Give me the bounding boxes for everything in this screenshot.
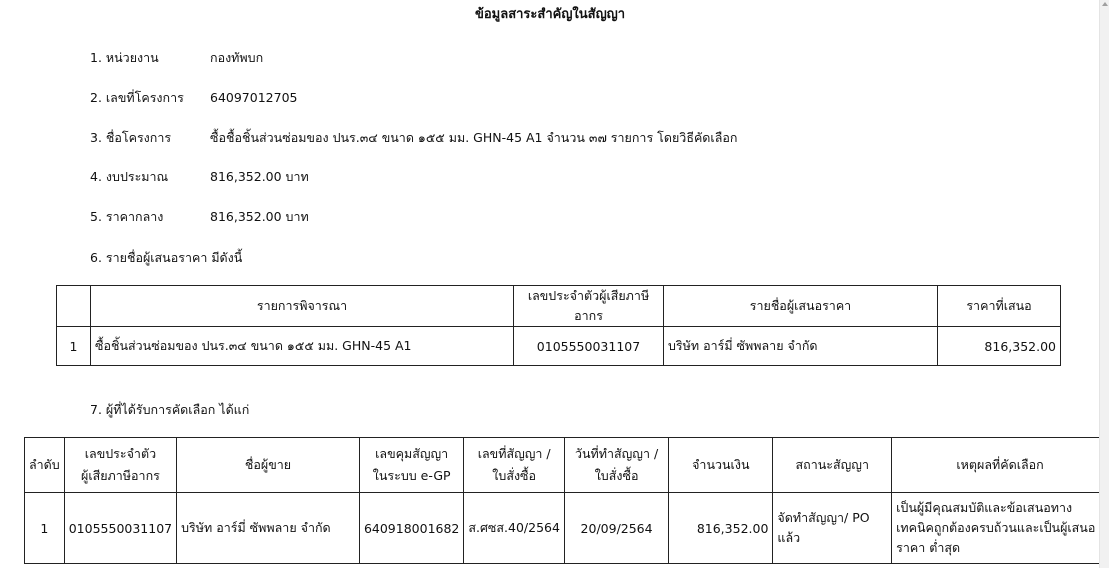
winners-table	[24, 437, 1109, 564]
winners-heading: 7. ผู้ที่ได้รับการคัดเลือก ได้แก่	[90, 402, 250, 417]
bidders-heading: 6. รายชื่อผู้เสนอราคา มีดังนี้	[90, 250, 243, 265]
cell-contract-date: 20/09/2564	[564, 493, 668, 564]
cell-no: 1	[25, 493, 65, 564]
cell-no: 1	[57, 327, 91, 366]
cell-egp: 640918001682	[359, 493, 463, 564]
field-label: 2. เลขที่โครงการ	[90, 90, 184, 105]
header-reason: เหตุผลที่คัดเลือก	[892, 438, 1109, 493]
scroll-up-icon[interactable]	[1102, 2, 1108, 6]
cell-contract-no: ส.ศซส.40/2564	[464, 493, 565, 564]
header-tax-id-line1: เลขประจำตัว	[84, 446, 157, 461]
bidders-table	[56, 285, 1061, 366]
header-price: ราคาที่เสนอ	[938, 286, 1061, 327]
header-status: สถานะสัญญา	[773, 438, 892, 493]
field-value: 816,352.00 บาท	[210, 209, 309, 224]
header-contract-date	[564, 438, 668, 493]
cell-status: จัดทำสัญญา/ PO แล้ว	[773, 493, 892, 564]
table-row	[57, 327, 1061, 366]
header-no	[57, 286, 91, 327]
header-tax-id: เลขประจำตัวผู้เสียภาษีอากร	[514, 286, 664, 327]
header-contract-no-line1: เลขที่สัญญา /	[477, 446, 551, 461]
table-row	[25, 493, 1109, 564]
cell-price: 816,352.00	[938, 327, 1061, 366]
header-item: รายการพิจารณา	[91, 286, 514, 327]
cell-bidder: บริษัท อาร์มี่ ซัพพลาย จำกัด	[664, 327, 938, 366]
cell-amount: 816,352.00	[669, 493, 773, 564]
header-contract-date-line2: ใบสั่งซื้อ	[594, 468, 639, 483]
header-tax-id	[64, 438, 176, 493]
header-egp-line1: เลขคุมสัญญา	[375, 446, 449, 461]
header-egp-line2: ในระบบ e-GP	[372, 468, 451, 483]
header-contract-date-line1: วันที่ทำสัญญา /	[574, 446, 659, 461]
cell-reason: เป็นผู้มีคุณสมบัติและข้อเสนอทางเทคนิคถูกต้องครบถ้วนและเป็นผู้เสนอราคา ต่ำสุด	[892, 493, 1109, 564]
field-value: ซื้อชื้อชิ้นส่วนซ่อมของ ปนร.๓๔ ขนาด ๑๕๕ มม. GHN-45 A1 จำนวน ๓๗ รายการ โดยวิธีคัดเลือก	[210, 130, 738, 145]
header-contract-no-line2: ใบสั่งซื้อ	[492, 468, 537, 483]
field-value: กองทัพบก	[210, 50, 264, 65]
header-contract-no	[464, 438, 565, 493]
table-header-row	[57, 286, 1061, 327]
field-value: 64097012705	[210, 90, 298, 105]
cell-tax-id: 0105550031107	[64, 493, 176, 564]
cell-seller: บริษัท อาร์มี่ ซัพพลาย จำกัด	[177, 493, 360, 564]
header-egp	[359, 438, 463, 493]
header-amount: จำนวนเงิน	[669, 438, 773, 493]
field-label: 4. งบประมาณ	[90, 169, 169, 184]
vertical-scrollbar[interactable]	[1099, 0, 1109, 568]
table-header-row	[25, 438, 1109, 493]
document-title: ข้อมูลสาระสำคัญในสัญญา	[474, 7, 626, 22]
field-label: 3. ชื่อโครงการ	[90, 130, 172, 145]
header-seller: ชื่อผู้ขาย	[177, 438, 360, 493]
cell-tax-id: 0105550031107	[514, 327, 664, 366]
header-no: ลำดับ	[25, 438, 65, 493]
cell-item: ซื้อชิ้นส่วนซ่อมของ ปนร.๓๔ ขนาด ๑๕๕ มม. GHN-45 A1	[91, 327, 514, 366]
header-tax-id-line2: ผู้เสียภาษีอากร	[81, 468, 160, 483]
field-label: 5. ราคากลาง	[90, 209, 164, 224]
field-value: 816,352.00 บาท	[210, 169, 309, 184]
field-label: 1. หน่วยงาน	[90, 50, 159, 65]
header-bidder: รายชื่อผู้เสนอราคา	[664, 286, 938, 327]
